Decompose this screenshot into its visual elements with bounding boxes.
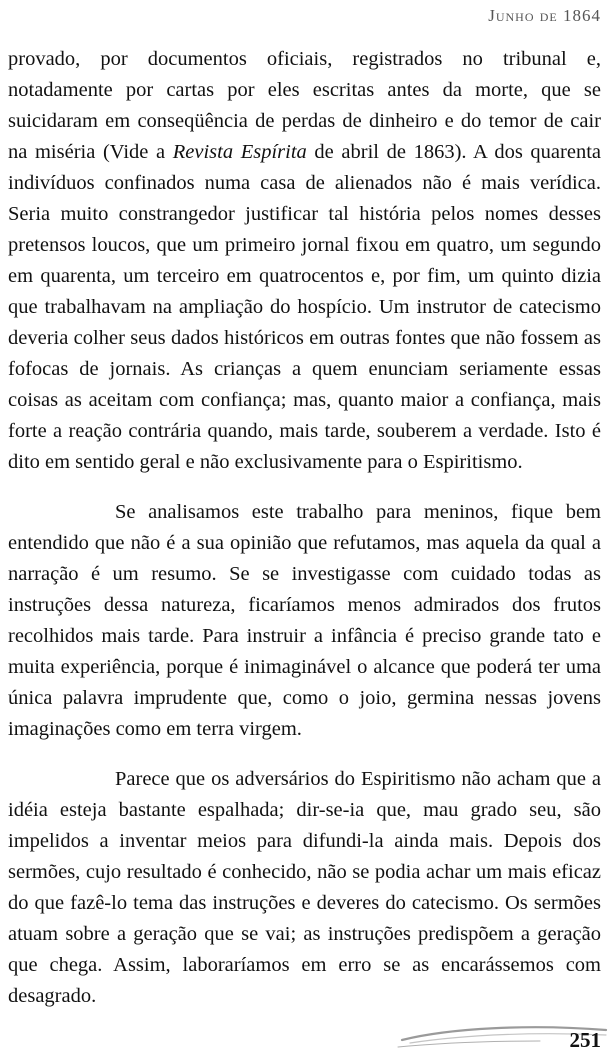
- paragraph-1: [8, 44, 601, 478]
- page-footer: [380, 1010, 611, 1061]
- running-head: Junho de 1864: [488, 6, 601, 25]
- page-body: [8, 44, 601, 1031]
- paragraph-2: Se analisamos este trabalho para meninos, fique bem entendido que não é a sua opinião que refutamos, mas aquela da qual a narração é um resumo. Se se investigasse com cuidado todas as instruções dessa natureza, ficaríamos menos admirados dos frutos recolhidos mais tarde. Para instruir a infância é preciso grande tato e muita experiência, porque é inimaginável o alcance que poderá ter uma única palavra imprudente que, como o joio, germina nessas jovens imaginações como em terra virgem.: [8, 501, 601, 740]
- page-number: 251: [569, 1028, 601, 1052]
- paragraph-3: Parece que os adversários do Espiritismo não acham que a idéia esteja bastante espalhada; dir-se-ia que, mau grado seu, são impelidos a inventar meios para difundi-la ainda mais. Depois dos sermões, cujo resultado é conhecido, não se podia achar um mais eficaz do que fazê-lo tema das instruções e deveres do catecismo. Os sermões atuam sobre a geração que se vai; as instruções predispõem a geração que chega. Assim, laboraríamos em erro se as encarássemos com desagrado.: [8, 768, 601, 1007]
- paragraph-1-text-end: de abril de 1863). A dos quarenta indivíduos confinados numa casa de alienados não é mais verídica. Seria muito constrangedor justificar tal história pelos nomes desses pretensos loucos, que um primeiro jornal fixou em quatro, um segundo em quarenta, um terceiro em quatrocentos e, por fim, um quinto dizia que trabalhavam na ampliação do hospício. Um instrutor de catecismo deveria colher seus dados históricos em outras fontes que não fossem as fofocas de jornais. As crianças a quem enunciam seriamente essas coisas as aceitam com confiança; mas, quanto maior a confiança, mais forte a reação contrária quando, mais tarde, souberem a verdade. Isto é dito em sentido geral e não exclusivamente para o Espiritismo.: [8, 141, 602, 473]
- paragraph-1-text-start: provado, por documentos oficiais, registrados no tribunal e, notadamente por cartas por eles escritas antes da morte, que se suicidaram em conseqüência de perdas de dinheiro e do temor de cair na miséria (Vide a: [8, 48, 601, 163]
- paragraph-1-emphasis: Revista Espírita: [172, 141, 307, 163]
